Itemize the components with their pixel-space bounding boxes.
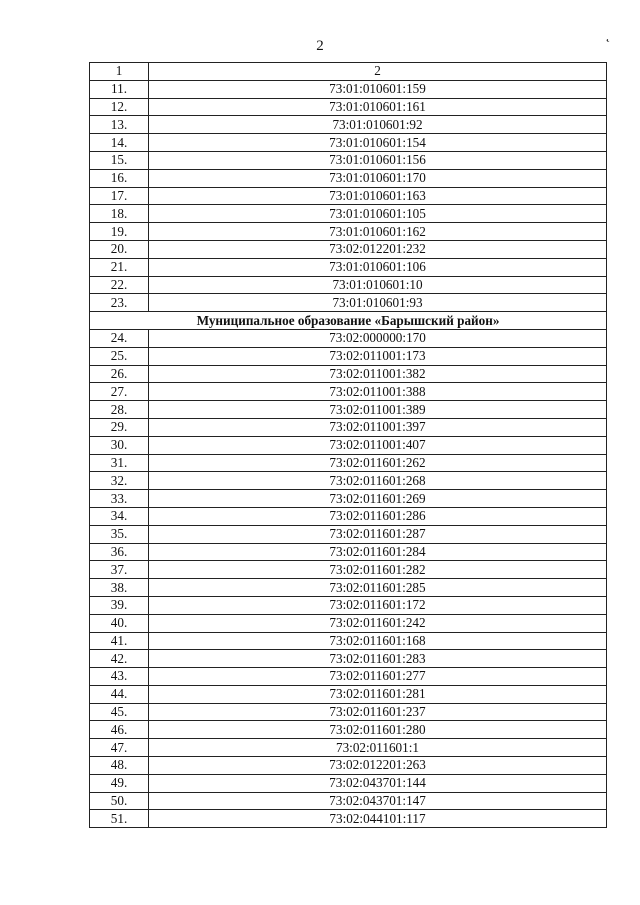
cadastral-number: 73:02:011601:280 [149,721,607,739]
cadastral-number: 73:02:011001:382 [149,365,607,383]
cadastral-table [89,62,607,828]
table-row [90,276,607,294]
cadastral-number: 73:02:011601:277 [149,668,607,686]
row-number: 47. [90,739,149,757]
row-number: 14. [90,134,149,152]
table-row [90,525,607,543]
row-number: 25. [90,347,149,365]
table-row [90,685,607,703]
table-body [90,63,607,828]
cadastral-number: 73:01:010601:170 [149,169,607,187]
table-row [90,240,607,258]
table-row [90,543,607,561]
table-row [90,383,607,401]
cadastral-number: 73:02:011601:237 [149,703,607,721]
row-number: 48. [90,757,149,775]
row-number: 49. [90,774,149,792]
cadastral-number: 73:02:011601:172 [149,596,607,614]
table-row [90,169,607,187]
cadastral-number: 73:02:043701:144 [149,774,607,792]
cadastral-number: 73:01:010601:154 [149,134,607,152]
row-number: 38. [90,579,149,597]
row-number: 43. [90,668,149,686]
cadastral-number: 73:01:010601:159 [149,80,607,98]
cadastral-number: 73:01:010601:92 [149,116,607,134]
cadastral-number: 73:02:011001:388 [149,383,607,401]
row-number: 50. [90,792,149,810]
row-number: 44. [90,685,149,703]
row-number: 45. [90,703,149,721]
table-row [90,810,607,828]
table-row [90,418,607,436]
cadastral-number: 73:01:010601:162 [149,223,607,241]
row-number: 32. [90,472,149,490]
row-number: 22. [90,276,149,294]
row-number: 21. [90,258,149,276]
cadastral-number: 73:02:011601:1 [149,739,607,757]
table-row [90,134,607,152]
cadastral-number: 73:02:012201:263 [149,757,607,775]
row-number: 19. [90,223,149,241]
table-row [90,401,607,419]
table-row [90,454,607,472]
table-row [90,703,607,721]
table-row [90,294,607,312]
row-number: 40. [90,614,149,632]
row-number: 46. [90,721,149,739]
row-number: 17. [90,187,149,205]
cadastral-number: 73:01:010601:105 [149,205,607,223]
cadastral-number: 73:02:043701:147 [149,792,607,810]
row-number: 28. [90,401,149,419]
cadastral-number: 73:02:011601:282 [149,561,607,579]
cadastral-number: 73:02:011001:173 [149,347,607,365]
table-row [90,472,607,490]
row-number: 23. [90,294,149,312]
cadastral-number: 73:02:011601:269 [149,490,607,508]
table-row [90,507,607,525]
cadastral-number: 73:02:011601:286 [149,507,607,525]
table-row [90,490,607,508]
table-row [90,98,607,116]
row-number: 33. [90,490,149,508]
cadastral-number: 73:02:011001:389 [149,401,607,419]
table-row [90,774,607,792]
row-number: 31. [90,454,149,472]
cadastral-number: 73:02:011601:262 [149,454,607,472]
cadastral-number: 73:02:011601:242 [149,614,607,632]
page-number: 2 [316,38,324,54]
row-number: 13. [90,116,149,134]
cadastral-number: 73:01:010601:93 [149,294,607,312]
cadastral-number: 73:02:000000:170 [149,329,607,347]
cadastral-number: 73:02:011601:285 [149,579,607,597]
cadastral-number: 73:02:044101:117 [149,810,607,828]
header-col-number: 1 [90,63,149,81]
table-row [90,614,607,632]
row-number: 16. [90,169,149,187]
table-row [90,436,607,454]
row-number: 20. [90,240,149,258]
cadastral-number: 73:02:011601:283 [149,650,607,668]
row-number: 37. [90,561,149,579]
table-row [90,596,607,614]
cadastral-number: 73:02:011601:287 [149,525,607,543]
row-number: 30. [90,436,149,454]
cadastral-number: 73:02:011601:268 [149,472,607,490]
table-row [90,223,607,241]
table-row [90,258,607,276]
table-row [90,116,607,134]
cadastral-number: 73:02:011601:281 [149,685,607,703]
section-row [90,312,607,330]
cadastral-number: 73:01:010601:10 [149,276,607,294]
row-number: 27. [90,383,149,401]
cadastral-number: 73:02:011001:407 [149,436,607,454]
row-number: 29. [90,418,149,436]
row-number: 35. [90,525,149,543]
table-row [90,650,607,668]
row-number: 24. [90,329,149,347]
cadastral-number: 73:02:011001:397 [149,418,607,436]
table-row [90,632,607,650]
row-number: 11. [90,80,149,98]
cadastral-number: 73:02:012201:232 [149,240,607,258]
section-title: Муниципальное образование «Барышский район» [90,312,607,330]
cadastral-number: 73:02:011601:284 [149,543,607,561]
cadastral-number: 73:01:010601:156 [149,151,607,169]
row-number: 39. [90,596,149,614]
table-row [90,792,607,810]
cadastral-number: 73:01:010601:163 [149,187,607,205]
table-row [90,668,607,686]
cadastral-number: 73:02:011601:168 [149,632,607,650]
table-row [90,187,607,205]
table-row [90,579,607,597]
cadastral-number: 73:01:010601:161 [149,98,607,116]
table-row [90,205,607,223]
table-row [90,561,607,579]
row-number: 34. [90,507,149,525]
table-row [90,151,607,169]
cadastral-number: 73:01:010601:106 [149,258,607,276]
row-number: 15. [90,151,149,169]
table-row [90,80,607,98]
corner-mark: ˛ [606,28,610,42]
table-row [90,365,607,383]
row-number: 41. [90,632,149,650]
header-col-code: 2 [149,63,607,81]
row-number: 36. [90,543,149,561]
row-number: 51. [90,810,149,828]
row-number: 18. [90,205,149,223]
table-row [90,329,607,347]
table-row [90,739,607,757]
row-number: 12. [90,98,149,116]
row-number: 26. [90,365,149,383]
table-header-row [90,63,607,81]
row-number: 42. [90,650,149,668]
table-row [90,347,607,365]
table-row [90,757,607,775]
table-row [90,721,607,739]
